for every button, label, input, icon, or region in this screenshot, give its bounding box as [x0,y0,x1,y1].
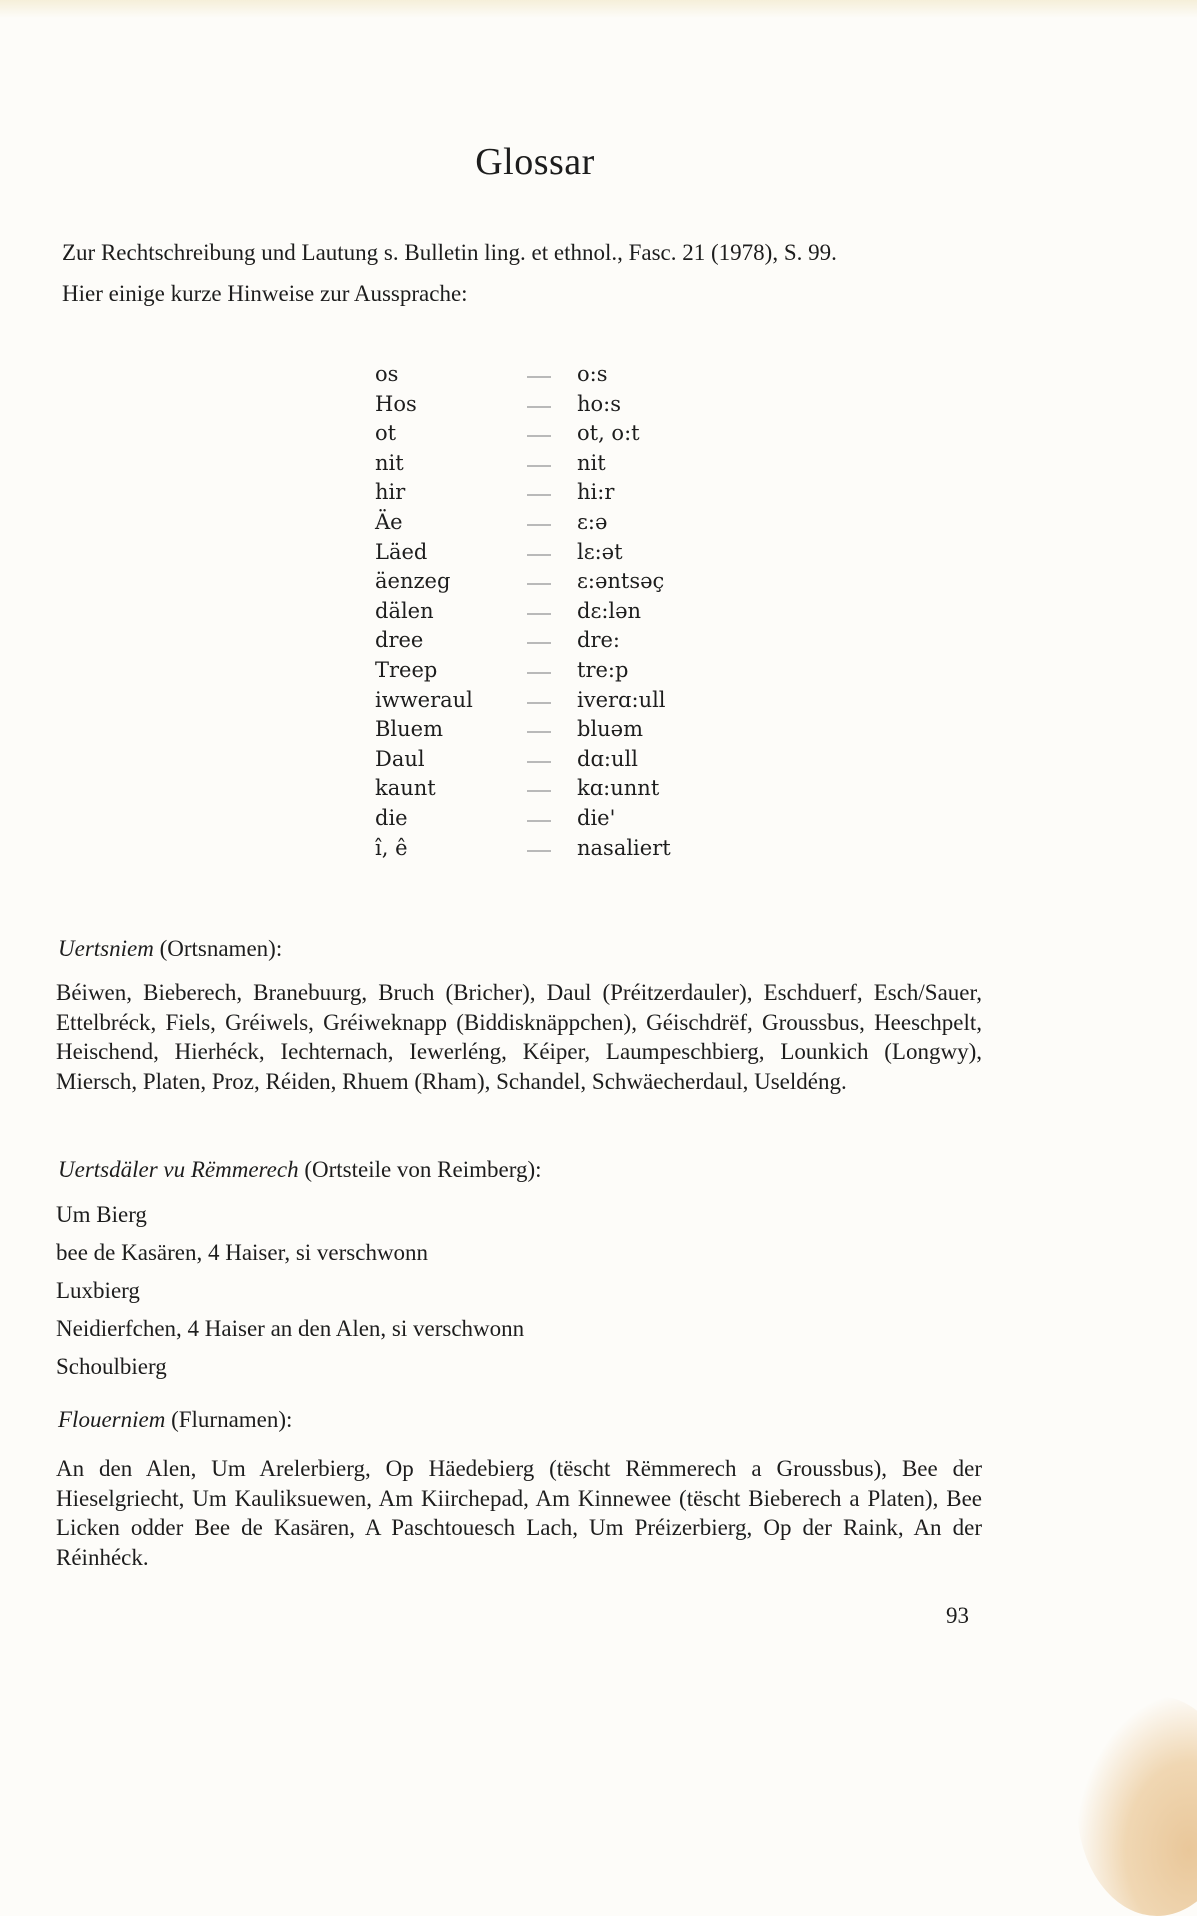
dash-separator [527,583,551,585]
pronunciation-word: äenzeg [375,569,451,594]
heading-suffix: (Ortsteile von Reimberg): [298,1157,542,1182]
paper-stain [1077,1696,1197,1916]
section-heading-uertsniem [58,936,282,962]
pronunciation-row [375,776,775,806]
pronunciation-row [375,480,775,510]
district-list [56,1202,956,1392]
pronunciation-word: dälen [375,598,434,623]
pronunciation-sound: dɛ:lən [577,598,642,623]
pronunciation-row [375,421,775,451]
pronunciation-sound: tre:p [577,657,629,682]
list-item: Schoulbierg [56,1354,167,1379]
pronunciation-row [375,806,775,836]
pronunciation-sound: dɑ:ull [577,746,638,771]
heading-suffix: (Flurnamen): [165,1407,293,1432]
paper-edge-shade [0,0,1197,18]
pronunciation-row [375,392,775,422]
dash-separator [527,642,551,644]
pronunciation-row [375,569,775,599]
pronunciation-row [375,362,775,392]
pronunciation-word: Bluem [375,717,444,742]
dash-separator [527,406,551,408]
dash-separator [527,850,551,852]
dash-separator [527,790,551,792]
dash-separator [527,524,551,526]
section-heading-uertsdaeler [58,1157,542,1183]
pronunciation-row [375,510,775,540]
pronunciation-sound: ɛ:ə [577,509,608,534]
pronunciation-sound: o:s [577,362,608,386]
pronunciation-sound: nasaliert [577,835,671,860]
pronunciation-row [375,688,775,718]
pronunciation-sound: nit [577,450,606,475]
heading-italic: Uertsniem [58,936,154,961]
list-item: Um Bierg [56,1202,147,1227]
pronunciation-sound: ho:s [577,391,622,416]
list-item: Luxbierg [56,1278,140,1303]
field-names-paragraph: An den Alen, Um Arelerbierg, Op Häedebierg (tëscht Rëmmerech a Groussbus), Bee der Hieselgriecht, Um Kauliksuewen, Am Kiirchepad, Am Kinnewee (tëscht Bieberech a Platen), Bee Licken odder Bee de Kasären, A Paschtouesch Lach, Um Préizerbierg, Op der Raink, An der Réinhéck. [56,1456,982,1570]
place-names-paragraph: Béiwen, Bieberech, Branebuurg, Bruch (Bricher), Daul (Préitzerdauler), Eschduerf, Esch/Sauer, Ettelbréck, Fiels, Gréiwels, Gréiweknapp (Biddisknäppchen), Géischdrëf, Groussbus, Heeschpelt, Heischend, Hierhéck, Iechternach, Iewerléng, Kéiper, Laumpeschbierg, Lounkich (Longwy), Miersch, Platen, Proz, Réiden, Rhuem (Rham), Schandel, Schwäecherdaul, Useldéng. [56,980,982,1094]
pronunciation-word: die [375,805,408,830]
pronunciation-row [375,628,775,658]
pronunciation-word: Treep [375,657,438,682]
dash-separator [527,731,551,733]
list-item: Neidierfchen, 4 Haiser an den Alen, si verschwonn [56,1316,525,1341]
pronunciation-word: os [375,362,399,386]
pronunciation-word: kaunt [375,776,436,801]
heading-suffix: (Ortsnamen): [153,936,283,961]
intro-line-2: Hier einige kurze Hinweise zur Aussprache: [62,281,468,306]
pronunciation-word: î, ê [375,835,408,860]
heading-italic: Flouerniem [58,1407,166,1432]
pronunciation-word: Daul [375,746,425,771]
dash-separator [527,761,551,763]
pronunciation-row [375,540,775,570]
intro-line-1: Zur Rechtschreibung und Lautung s. Bulletin ling. et ethnol., Fasc. 21 (1978), S. 99. [62,240,837,265]
pronunciation-sound: ɛ:əntsəç [577,569,665,594]
pronunciation-row [375,658,775,688]
dash-separator [527,435,551,437]
pronunciation-sound: die' [577,805,616,830]
pronunciation-table [375,362,775,865]
dash-separator [527,672,551,674]
dash-separator [527,554,551,556]
dash-separator [527,820,551,822]
pronunciation-word: dree [375,628,424,653]
pronunciation-word: iwweraul [375,687,473,712]
pronunciation-word: Hos [375,391,417,416]
pronunciation-sound: bluəm [577,717,644,742]
pronunciation-sound: dre: [577,628,620,653]
page-title: Glossar [475,141,595,183]
pronunciation-sound: hi:r [577,480,615,505]
dash-separator [527,702,551,704]
pronunciation-sound: lɛ:ət [577,539,623,564]
pronunciation-row [375,599,775,629]
pronunciation-sound: ot, o:t [577,421,640,446]
pronunciation-row [375,747,775,777]
dash-separator [527,465,551,467]
pronunciation-row [375,451,775,481]
heading-italic: Uertsdäler vu Rëmmerech [58,1157,299,1182]
pronunciation-word: hir [375,480,406,505]
section-heading-flouerniem [58,1407,292,1433]
dash-separator [527,376,551,378]
pronunciation-sound: iverɑ:ull [577,687,666,712]
dash-separator [527,494,551,496]
pronunciation-row [375,717,775,747]
pronunciation-word: Läed [375,539,428,564]
list-item: bee de Kasären, 4 Haiser, si verschwonn [56,1240,429,1265]
page-number: 93 [946,1603,969,1628]
pronunciation-word: ot [375,421,397,446]
pronunciation-row [375,836,775,866]
pronunciation-word: nit [375,450,404,475]
pronunciation-sound: kɑ:unnt [577,776,660,801]
pronunciation-word: Äe [375,509,403,534]
dash-separator [527,613,551,615]
